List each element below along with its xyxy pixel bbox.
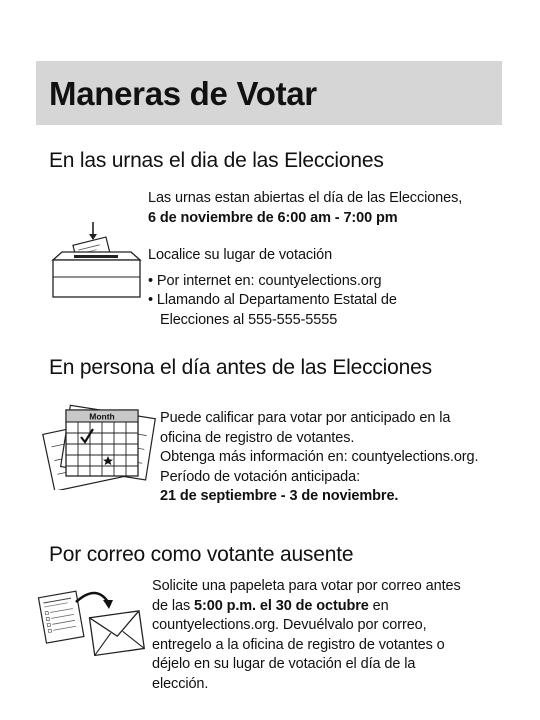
absentee-text-2a: de las xyxy=(152,597,195,614)
early-text-1: Puede calificar para votar por anticipado en la xyxy=(160,410,451,426)
absentee-text-2c: en xyxy=(368,597,389,614)
section-early-voting-text xyxy=(160,409,478,507)
early-text-4: Período de votación anticipada: xyxy=(160,468,361,485)
locate-text: Localice su lugar de votación xyxy=(148,247,333,263)
early-dates: 21 de septiembre - 3 de noviembre. xyxy=(160,488,399,504)
absentee-text-2 xyxy=(152,597,461,617)
mail-ballot-icon xyxy=(36,580,148,666)
absentee-text-1: Solicite una papeleta para votar por correo antes xyxy=(152,578,461,594)
absentee-text-6: elección. xyxy=(152,675,209,692)
calendar-month-label: Month xyxy=(89,411,115,422)
page-title: Maneras de Votar xyxy=(49,75,317,112)
section-election-day-heading: En las urnas el dia de las Elecciones xyxy=(49,149,384,172)
calendar-icon xyxy=(40,404,158,490)
section-absentee-heading: Por correo como votante ausente xyxy=(49,543,354,566)
bullet-phone-cont: Elecciones al 555-555-5555 xyxy=(160,311,338,328)
early-text-2: oficina de registro de votantes. xyxy=(160,429,355,446)
ballot-box-icon xyxy=(50,220,142,300)
poll-hours-date: 6 de noviembre de 6:00 am - 7:00 pm xyxy=(148,209,398,226)
bullet-internet: • Por internet en: countyelections.org xyxy=(148,272,382,289)
absentee-text-5: déjelo en su lugar de votación el día de la xyxy=(152,656,416,672)
absentee-text-3: countyelections.org. Devuélvalo por correo, xyxy=(152,617,427,633)
absentee-deadline: 5:00 p.m. el 30 de octubre xyxy=(194,597,369,614)
bullet-phone: • Llamando al Departamento Estatal de xyxy=(148,292,397,308)
title-band xyxy=(36,61,502,125)
section-early-voting-heading: En persona el día antes de las Elecciones xyxy=(49,356,432,379)
early-text-3: Obtenga más información en: countyelections.org. xyxy=(160,449,479,465)
poll-hours-text: Las urnas estan abiertas el día de las Elecciones, xyxy=(148,190,463,206)
absentee-text-4: entregelo a la oficina de registro de votantes o xyxy=(152,636,445,653)
section-absentee-text xyxy=(152,577,461,694)
section-election-day-text xyxy=(148,189,462,330)
